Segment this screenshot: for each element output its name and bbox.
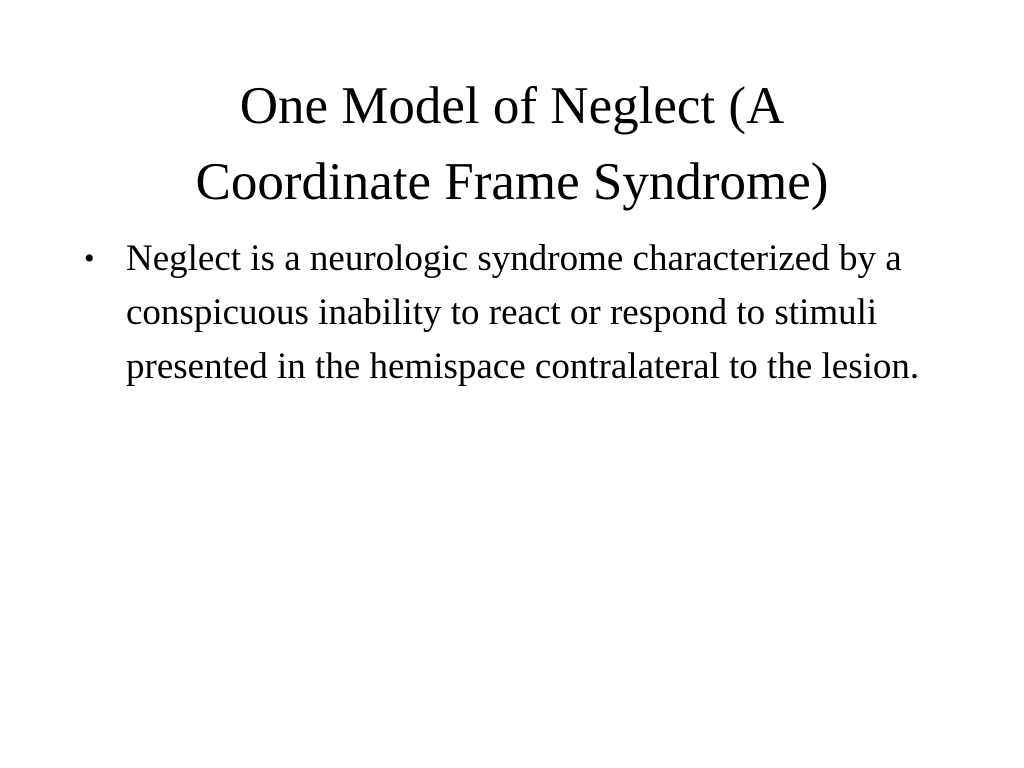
bullet-list (84, 232, 944, 394)
slide-title-line-1: One Model of Neglect (A (239, 77, 785, 135)
slide-title-line-2: Coordinate Frame Syndrome) (195, 153, 829, 211)
bullet-marker: • (84, 242, 95, 275)
bullet-item (84, 232, 944, 394)
slide-title (60, 68, 964, 220)
bullet-text: Neglect is a neurologic syndrome characterized by a conspicuous inability to react or respond to stimuli presented in the hemispace contralateral to the lesion. (126, 238, 920, 387)
